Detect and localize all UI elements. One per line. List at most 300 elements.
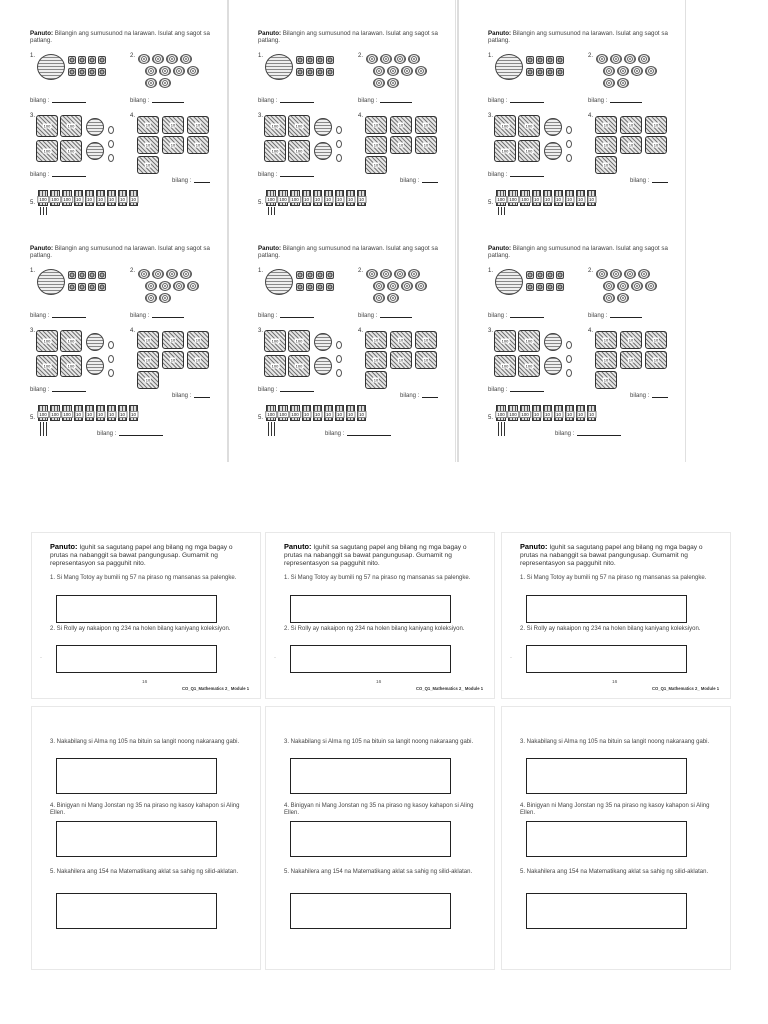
bundle-tag: 100 [63, 412, 71, 417]
bilang-label: bilang : [258, 387, 278, 393]
bundle-tag: 10 [566, 197, 573, 202]
bundle-tag: 100 [51, 197, 59, 202]
answer-box-5[interactable] [526, 893, 687, 929]
fruit-image [306, 283, 314, 291]
fruit-image [68, 271, 76, 279]
answer-line [422, 397, 438, 398]
question-2: 2. Si Rolly ay nakaipon ng 234 na holen bilang kaniyang koleksiyon. [50, 626, 231, 632]
single-fruit-image [566, 140, 572, 148]
answer-blank-3[interactable] [30, 387, 86, 393]
leaves-image [631, 66, 643, 76]
bundle-tag: 10 [314, 412, 321, 417]
question-4: 4. Binigyan ni Mang Jonstan ng 35 na piraso ng kasoy kahapon si Aling Ellen. [520, 803, 710, 817]
fruit-image [88, 271, 96, 279]
bundle-tag: 100 [521, 197, 529, 202]
question-4: 4. Binigyan ni Mang Jonstan ng 35 na piraso ng kasoy kahapon si Aling Ellen. [284, 803, 474, 817]
answer-line [510, 102, 544, 103]
counting-worksheet [228, 0, 456, 215]
bilang-label: bilang : [30, 313, 50, 319]
answer-blank-2[interactable] [588, 313, 642, 319]
counting-worksheet [458, 0, 686, 215]
answer-line [380, 317, 412, 318]
bundle-of-sticks [335, 190, 344, 206]
answer-blank-2[interactable] [130, 313, 184, 319]
bilang-label: bilang : [30, 387, 50, 393]
leaves-image [187, 281, 199, 291]
fruit-image [546, 68, 554, 76]
bundle-tag: 100 [267, 197, 275, 202]
bilang-label: bilang : [488, 98, 508, 104]
item-number-1: 1. [258, 53, 264, 59]
bilang-label: bilang : [97, 431, 117, 437]
bundle-of-sticks [107, 190, 116, 206]
bundle-of-sticks [587, 405, 596, 421]
bundle-of-sticks [38, 190, 48, 206]
answer-line [510, 391, 544, 392]
bundle-tag: 10 [97, 197, 104, 202]
single-fruit-image [108, 140, 114, 148]
bundle-of-sticks [554, 190, 563, 206]
answer-line [194, 182, 210, 183]
answer-box-2[interactable] [290, 645, 451, 673]
item-number-4: 4. [130, 113, 136, 119]
answer-blank-2[interactable] [358, 98, 412, 104]
answer-box-3[interactable] [56, 758, 217, 794]
fruit-image [326, 68, 334, 76]
basket-tag: 10 [195, 142, 201, 148]
page-number: 16 [142, 680, 148, 685]
question-2: 2. Si Rolly ay nakaipon ng 234 na holen bilang kaniyang koleksiyon. [520, 626, 701, 632]
worksheet-instruction [520, 543, 715, 568]
instruction-label: Panuto: [258, 30, 282, 37]
basket-10-image [137, 116, 159, 134]
basket-tag: 100 [525, 338, 533, 344]
item-number-5: 5. [488, 200, 494, 206]
answer-blank-1[interactable] [258, 98, 314, 104]
leaves-image [180, 269, 192, 279]
bilang-label: bilang : [358, 98, 378, 104]
page-number: 16 [612, 680, 618, 685]
leaves-image [180, 54, 192, 64]
leaves-image [617, 293, 629, 303]
basket-100-image [60, 330, 82, 352]
bundle-of-sticks [357, 405, 366, 421]
basket-10-image [365, 156, 387, 174]
answer-blank-2[interactable] [358, 313, 412, 319]
instruction-text: Bilangin ang sumusunod na larawan. Isulat ang sagot sa patlang. [488, 30, 668, 45]
answer-blank-2[interactable] [588, 98, 642, 104]
answer-blank-4[interactable] [400, 178, 438, 184]
answer-box-1[interactable] [290, 595, 451, 623]
fruit-image [526, 283, 534, 291]
instruction-label: Panuto: [30, 30, 54, 37]
basket-10-image [595, 331, 617, 349]
basket-10-image [365, 136, 387, 154]
bilang-label: bilang : [555, 431, 575, 437]
basket-tag: 10 [373, 122, 379, 128]
single-fruit-image [108, 154, 114, 162]
item-number-4: 4. [588, 328, 594, 334]
instruction-label: Panuto: [488, 30, 512, 37]
answer-line [52, 102, 86, 103]
bundle-tag: 100 [51, 412, 59, 417]
loose-stick [501, 422, 502, 436]
page-footer: CO_Q1_Mathematics 2_ Module 1 [182, 686, 250, 691]
fruit-image [326, 283, 334, 291]
answer-blank-4[interactable] [400, 393, 438, 399]
bundle-tag: 100 [39, 412, 47, 417]
basket-tag: 100 [501, 338, 509, 344]
answer-blank-1[interactable] [488, 98, 544, 104]
margin-mark: · [40, 655, 42, 661]
single-fruit-image [566, 126, 572, 134]
basket-10-image [137, 331, 159, 349]
fruit-basket-image [265, 269, 293, 295]
bilang-label: bilang : [258, 172, 278, 178]
item-number-3: 3. [488, 328, 494, 334]
basket-tag: 10 [373, 162, 379, 168]
instruction-label: Panuto: [520, 542, 548, 551]
basket-tag: 10 [145, 142, 151, 148]
basket-10-image [137, 136, 159, 154]
loose-stick [504, 422, 505, 436]
column-divider [227, 0, 229, 462]
answer-box-5[interactable] [290, 893, 451, 929]
item-number-3: 3. [30, 328, 36, 334]
leaves-image [624, 54, 636, 64]
bilang-label: bilang : [325, 431, 345, 437]
leaves-image [366, 54, 378, 64]
answer-line [152, 317, 184, 318]
small-basket-image [544, 118, 562, 136]
answer-blank-3[interactable] [488, 172, 544, 178]
bundle-tag: 10 [555, 197, 562, 202]
basket-100-image [60, 140, 82, 162]
basket-tag: 10 [373, 337, 379, 343]
answer-box-1[interactable] [526, 595, 687, 623]
basket-10-image [365, 371, 387, 389]
fruit-image [546, 283, 554, 291]
answer-blank-1[interactable] [30, 313, 86, 319]
answer-box-3[interactable] [290, 758, 451, 794]
item-number-5: 5. [30, 415, 36, 421]
bundle-of-sticks [324, 190, 333, 206]
answer-line [422, 182, 438, 183]
loose-stick [498, 422, 499, 436]
leaves-image [166, 269, 178, 279]
basket-tag: 100 [271, 338, 279, 344]
small-basket-image [544, 357, 562, 375]
bundle-of-sticks [302, 190, 311, 206]
leaves-image [638, 54, 650, 64]
basket-tag: 10 [398, 337, 404, 343]
item-number-4: 4. [358, 328, 364, 334]
leaves-image [394, 269, 406, 279]
answer-line [610, 102, 642, 103]
basket-10-image [187, 331, 209, 349]
leaves-image [603, 66, 615, 76]
leaves-image [617, 281, 629, 291]
basket-10-image [415, 331, 437, 349]
basket-10-image [365, 351, 387, 369]
column-divider [457, 0, 459, 462]
margin-mark: · [274, 655, 276, 661]
small-basket-image [86, 333, 104, 351]
fruit-basket-image [495, 54, 523, 80]
basket-100-image [264, 115, 286, 137]
answer-blank-3[interactable] [258, 387, 314, 393]
leaves-image [373, 293, 385, 303]
basket-100-image [288, 330, 310, 352]
bundle-of-sticks [85, 190, 94, 206]
bundle-tag: 100 [497, 197, 505, 202]
answer-blank-1[interactable] [258, 313, 314, 319]
bundle-of-sticks [520, 190, 530, 206]
bundle-of-sticks [313, 405, 322, 421]
answer-line [652, 397, 668, 398]
fruit-basket-image [495, 269, 523, 295]
instruction-label: Panuto: [50, 542, 78, 551]
basket-100-image [36, 355, 58, 377]
basket-100-image [264, 330, 286, 352]
single-fruit-image [336, 126, 342, 134]
basket-tag: 10 [170, 142, 176, 148]
bundle-tag: 10 [347, 197, 354, 202]
answer-line [194, 397, 210, 398]
answer-line [510, 176, 544, 177]
basket-tag: 10 [170, 337, 176, 343]
leaves-image [387, 66, 399, 76]
item-number-3: 3. [30, 113, 36, 119]
basket-100-image [494, 355, 516, 377]
answer-box-4[interactable] [290, 821, 451, 857]
bundle-tag: 10 [97, 412, 104, 417]
item-number-5: 5. [488, 415, 494, 421]
answer-box-4[interactable] [526, 821, 687, 857]
basket-100-image [518, 115, 540, 137]
answer-box-5[interactable] [56, 893, 217, 929]
bilang-label: bilang : [488, 172, 508, 178]
item-number-1: 1. [30, 268, 36, 274]
basket-10-image [187, 351, 209, 369]
leaves-image [617, 66, 629, 76]
answer-blank-5[interactable] [97, 431, 163, 437]
answer-box-3[interactable] [526, 758, 687, 794]
answer-blank-5[interactable] [325, 431, 391, 437]
drawing-worksheet-page-1 [266, 533, 494, 698]
bundle-of-sticks [278, 190, 288, 206]
fruit-image [536, 271, 544, 279]
leaves-image [159, 66, 171, 76]
basket-tag: 10 [170, 122, 176, 128]
fruit-image [68, 283, 76, 291]
fruit-image [526, 68, 534, 76]
bundle-of-sticks [532, 405, 541, 421]
answer-blank-5[interactable] [555, 431, 621, 437]
single-fruit-image [566, 341, 572, 349]
basket-tag: 10 [145, 357, 151, 363]
fruit-image [296, 283, 304, 291]
bundle-tag: 10 [533, 197, 540, 202]
basket-100-image [60, 355, 82, 377]
answer-box-2[interactable] [526, 645, 687, 673]
fruit-image [98, 68, 106, 76]
answer-line [280, 391, 314, 392]
answer-blank-1[interactable] [30, 98, 86, 104]
bundle-of-sticks [62, 405, 72, 421]
worksheet-instruction [284, 543, 479, 568]
basket-10-image [415, 136, 437, 154]
bundle-of-sticks [266, 405, 276, 421]
basket-100-image [36, 140, 58, 162]
fruit-image [88, 56, 96, 64]
bundle-tag: 10 [588, 197, 595, 202]
fruit-image [68, 56, 76, 64]
leaves-image [166, 54, 178, 64]
leaves-image [373, 66, 385, 76]
bundle-tag: 10 [75, 197, 82, 202]
worksheet-instruction [258, 30, 438, 45]
answer-blank-1[interactable] [488, 313, 544, 319]
bundle-of-sticks [50, 405, 60, 421]
answer-blank-2[interactable] [130, 98, 184, 104]
basket-tag: 10 [195, 357, 201, 363]
bundle-tag: 100 [63, 197, 71, 202]
question-3: 3. Nakabilang si Alma ng 105 na bituin sa langit noong nakaraang gabi. [520, 739, 710, 745]
basket-tag: 100 [525, 363, 533, 369]
bundle-of-sticks [118, 190, 127, 206]
bundle-tag: 100 [509, 412, 517, 417]
bundle-of-sticks [576, 405, 585, 421]
answer-blank-3[interactable] [30, 172, 86, 178]
bundle-tag: 10 [544, 197, 551, 202]
basket-tag: 10 [603, 357, 609, 363]
small-basket-image [314, 357, 332, 375]
item-number-3: 3. [258, 113, 264, 119]
basket-10-image [390, 136, 412, 154]
answer-blank-4[interactable] [630, 178, 668, 184]
answer-line [280, 317, 314, 318]
fruit-image [98, 271, 106, 279]
item-number-2: 2. [358, 268, 364, 274]
leaves-image [387, 281, 399, 291]
leaves-image [401, 281, 413, 291]
page-number: 16 [376, 680, 382, 685]
small-basket-image [86, 357, 104, 375]
bundle-of-sticks [129, 405, 138, 421]
basket-10-image [137, 156, 159, 174]
basket-tag: 10 [603, 162, 609, 168]
bundle-of-sticks [96, 190, 105, 206]
basket-10-image [415, 116, 437, 134]
bilang-label: bilang : [488, 313, 508, 319]
question-5: 5. Nakahilera ang 154 na Matematikang aklat sa sahig ng silid-aklatan. [284, 869, 473, 875]
basket-tag: 10 [628, 122, 634, 128]
item-number-1: 1. [258, 268, 264, 274]
small-basket-image [544, 333, 562, 351]
basket-10-image [645, 116, 667, 134]
basket-tag: 10 [628, 337, 634, 343]
fruit-image [306, 56, 314, 64]
basket-tag: 10 [628, 142, 634, 148]
answer-box-2[interactable] [56, 645, 217, 673]
counting-worksheet [0, 0, 228, 215]
fruit-image [296, 68, 304, 76]
leaves-image [138, 269, 150, 279]
basket-100-image [36, 115, 58, 137]
question-3: 3. Nakabilang si Alma ng 105 na bituin sa langit noong nakaraang gabi. [284, 739, 474, 745]
basket-tag: 10 [145, 377, 151, 383]
bundle-tag: 10 [130, 412, 137, 417]
basket-tag: 100 [67, 148, 75, 154]
bundle-tag: 10 [303, 197, 310, 202]
answer-blank-4[interactable] [172, 393, 210, 399]
bilang-label: bilang : [258, 313, 278, 319]
item-number-5: 5. [258, 200, 264, 206]
basket-100-image [288, 140, 310, 162]
single-fruit-image [336, 355, 342, 363]
bundle-of-sticks [357, 190, 366, 206]
leaves-image [408, 54, 420, 64]
item-number-4: 4. [588, 113, 594, 119]
bilang-label: bilang : [30, 172, 50, 178]
bundle-of-sticks [74, 190, 83, 206]
basket-100-image [518, 355, 540, 377]
basket-10-image [620, 116, 642, 134]
bilang-label: bilang : [358, 313, 378, 319]
bundle-tag: 10 [75, 412, 82, 417]
basket-tag: 10 [398, 122, 404, 128]
basket-tag: 100 [501, 123, 509, 129]
answer-blank-3[interactable] [258, 172, 314, 178]
bundle-tag: 100 [279, 412, 287, 417]
basket-10-image [187, 136, 209, 154]
answer-blank-3[interactable] [488, 387, 544, 393]
bilang-label: bilang : [630, 393, 650, 399]
basket-100-image [494, 330, 516, 352]
drawing-worksheet-page-2 [266, 707, 494, 969]
question-3: 3. Nakabilang si Alma ng 105 na bituin sa langit noong nakaraang gabi. [50, 739, 240, 745]
basket-10-image [620, 351, 642, 369]
basket-tag: 10 [423, 142, 429, 148]
item-number-2: 2. [588, 268, 594, 274]
answer-blank-4[interactable] [630, 393, 668, 399]
fruit-image [88, 283, 96, 291]
basket-10-image [390, 351, 412, 369]
bundle-of-sticks [290, 405, 300, 421]
fruit-image [556, 283, 564, 291]
basket-tag: 100 [43, 148, 51, 154]
loose-stick [268, 422, 269, 436]
basket-10-image [645, 331, 667, 349]
single-fruit-image [108, 341, 114, 349]
loose-stick [271, 422, 272, 436]
answer-box-4[interactable] [56, 821, 217, 857]
answer-blank-4[interactable] [172, 178, 210, 184]
bundle-tag: 10 [325, 197, 332, 202]
answer-line [280, 176, 314, 177]
leaves-image [408, 269, 420, 279]
answer-line [119, 435, 163, 436]
bundle-tag: 100 [521, 412, 529, 417]
basket-10-image [137, 351, 159, 369]
leaves-image [373, 78, 385, 88]
leaves-image [159, 293, 171, 303]
loose-stick [274, 422, 275, 436]
item-number-5: 5. [258, 415, 264, 421]
bilang-label: bilang : [588, 98, 608, 104]
answer-box-1[interactable] [56, 595, 217, 623]
